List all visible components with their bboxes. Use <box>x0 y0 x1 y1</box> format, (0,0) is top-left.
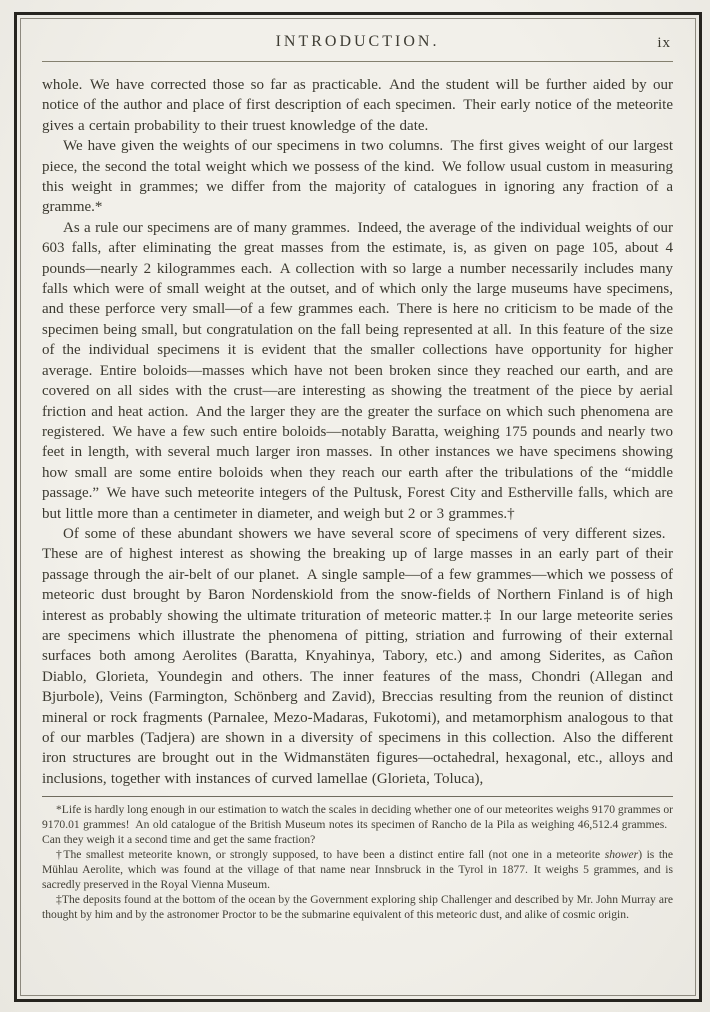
footnote-asterisk: *Life is hardly long enough in our estimation to watch the scales in deciding whether one of our meteorites weighs 9170 grammes or 9170.01 grammes! An old catalogue of the British Museum notes its specimen of Rancho de la Pila as weighing 46,512.4 grammes. Can they weigh it a second time and get the same fraction? <box>42 803 673 847</box>
footnote-rule <box>42 796 673 797</box>
footnote-dagger-italic-word: shower <box>604 847 639 861</box>
body-text <box>42 75 673 789</box>
footnote-dagger-text-end: ) is the Mühlau Aerolite, which was found at the village of that name near Innsbruck in the Tyrol in 1877. It weighs 5 grammes, and is sacredly preserved in the Royal Vienna Museum. <box>42 847 673 891</box>
page-content <box>21 19 695 995</box>
body-paragraph-4: Of some of these abundant showers we have several score of specimens of very different sizes. These are of highest interest as showing the breaking up of large masses in an early part of their passage through the air-belt of our planet. A single sample—of a few grammes—which we possess of meteoric dust brought by Baron Nordenskiold from the snow-fields of Northern Finland is of high interest as probably showing the ultimate trituration of meteoric matter.‡ In our large meteorite series are specimens which illustrate the phenomena of pitting, striation and furrowing of their external surfaces both among Aerolites (Baratta, Knyahinya, Tabory, etc.) and among Siderites, as Cañon Diablo, Glorieta, Youndegin and others. The inner features of the mass, Chondri (Allegan and Bjurbole), Veins (Farmington, Schönberg and Zavid), Breccias resulting from the reunion of distinct mineral or rock fragments (Parnalee, Mezo-Madaras, Fukotomi), and metamorphism analogous to that of our marbles (Tadjera) are shown in a diversity of specimens in this collection. Also the different iron structures are brought out in the Widmanstäten figures—octahedral, hexagonal, etc., alloys and inclusions, together with instances of curved lamellae (Glorieta, Toluca), <box>42 525 673 787</box>
body-paragraph-2: We have given the weights of our specimens in two columns. The first gives weight of our largest piece, the second the total weight which we possess of the kind. We follow usual custom in measuring this weight in grammes; we differ from the majority of catalogues in ignoring any fraction of a gramme.* <box>42 138 673 216</box>
body-paragraph-3: As a rule our specimens are of many grammes. Indeed, the average of the individual weights of our 603 falls, after eliminating the great masses from the estimate, is, as given on page 105, about 4 pounds—nearly 2 kilogrammes each. A collection with so large a number necessarily includes many falls which were of small weight at the outset, and of which only the large museums have specimens, and these perforce very small—of a few grammes each. There is here no criticism to be made of the specimen being small, but congratulation on the fall being represented at all. In this feature of the size of the individual specimens it is evident that the smaller collections have opportunity for higher average. Entire boloids—masses which have not been broken since they reached our earth, and are covered on all sides with the crust—are interesting as showing the treatment of the piece by aerial friction and heat action. And the larger they are the greater the surface on which such phenomena are registered. We have a few such entire boloids—notably Baratta, weighing 175 pounds and nearly two feet in length, with several much larger iron masses. In other instances we have specimens showing how small are some entire boloids when they reach our earth after the tribulations of the “middle passage.” We have such meteorite integers of the Pultusk, Forest City and Estherville falls, which are but little more than a centimeter in diameter, and weigh but 2 or 3 grammes.† <box>42 219 673 522</box>
header-rule <box>42 61 673 62</box>
footnotes-block <box>42 803 673 922</box>
footnote-dagger <box>42 848 673 893</box>
running-header <box>42 33 673 54</box>
page-border-inner <box>20 18 696 996</box>
footnote-double-dagger: ‡The deposits found at the bottom of the ocean by the Government exploring ship Challenger and described by Mr. John Murray are thought by him and by the astronomer Proctor to be the submarine equivalent of this meteoric dust, and alike of cosmic origin. <box>42 892 673 921</box>
body-paragraph-1: whole. We have corrected those so far as practicable. And the student will be further aided by our notice of the author and place of first description of each specimen. Their early notice of the meteorite gives a certain probability to their truest knowledge of the date. <box>42 77 673 134</box>
footnote-dagger-text-start: †The smallest meteorite known, or strongly supposed, to have been a distinct entire fall (not one in a meteorite <box>56 847 605 861</box>
page-title: INTRODUCTION. <box>275 33 440 50</box>
page-border-outer <box>14 12 702 1002</box>
page-number: ix <box>657 35 671 51</box>
